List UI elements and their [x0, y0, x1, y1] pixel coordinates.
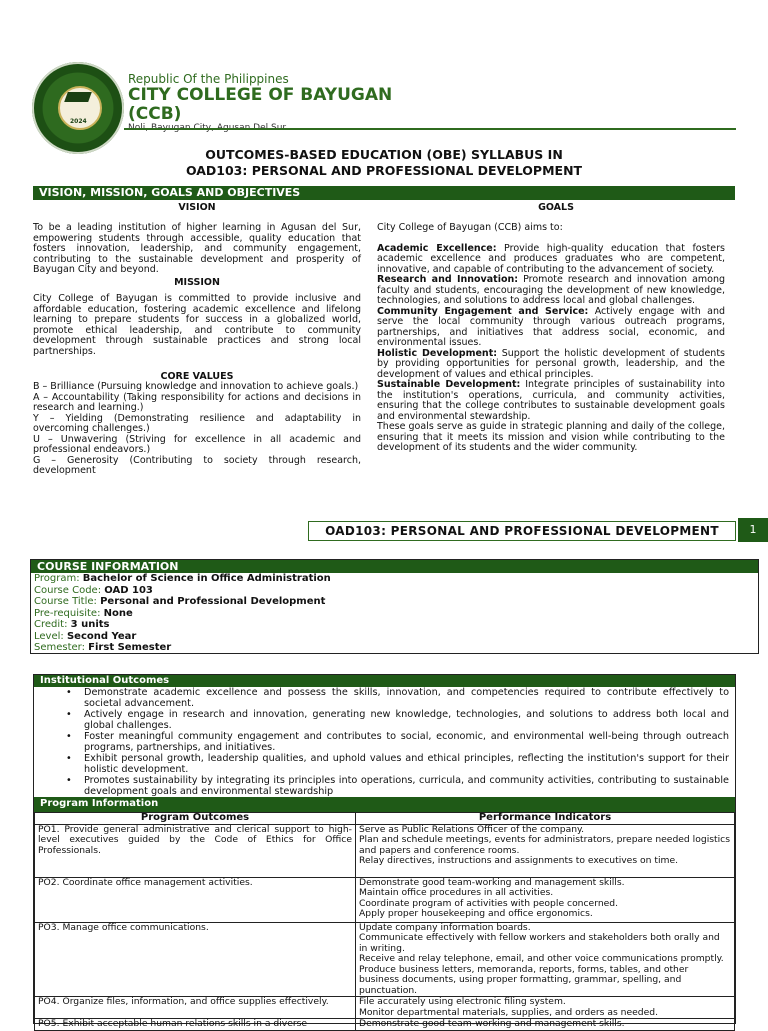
outcomes-section: [33, 674, 736, 1029]
performance-indicators-column-header: Performance Indicators: [356, 813, 735, 825]
goals-outro: These goals serve as guide in strategic planning and daily of the college, ensuring that it meets its mission and vision while contributing to the development of its students and the wider community.: [377, 421, 725, 453]
course-info-value: Personal and Professional Development: [100, 596, 326, 607]
goals-list: [377, 244, 725, 423]
goal-text: Provide high-quality education that fosters academic excellence and produces graduates who are competent, innovative, and capable of contributing to the advancement of society.: [377, 242, 725, 275]
college-name: [128, 86, 392, 124]
mission-text: City College of Bayugan is committed to provide inclusive and affordable education, fostering academic excellence and lifelong learning to prepare students for success in a globalized world, promote ethical leadership, and contribute to community development through sustainable practices and strong local partnerships.: [33, 293, 361, 357]
vision-text: To be a leading institution of higher learning in Agusan del Sur, empowering students through accessible, quality education that fosters innovation, leadership, and community engagement, contributing to the sustainable development and prosperity of Bayugan City and beyond.: [33, 222, 361, 275]
indicator-item: Maintain office procedures in all activities.: [359, 887, 554, 898]
institutional-outcome-item: • Promotes sustainability by integrating its principles into operations, curricula, and community activities, contributing to sustainable development goals and environmental stewardship: [84, 775, 729, 797]
goal-title: Research and Innovation:: [377, 274, 519, 285]
vmgo-right-column: [377, 202, 725, 452]
mission-heading: MISSION: [174, 277, 220, 288]
institutional-outcome-item: • Exhibit personal growth, leadership qualities, and uphold values and ethical principles, reflecting the institution's support for their holistic development.: [84, 753, 729, 775]
vmgo-left-column: [33, 202, 361, 476]
course-info-label: Program:: [34, 573, 80, 584]
indicator-item: Produce business letters, memoranda, reports, forms, tables, and other business documents, using proper formatting, grammar, spelling, and punctuation.: [359, 963, 689, 996]
goal-text: Actively engage with and serve the local community through various outreach programs, partnerships, and initiatives that address social, economic, and environmental issues.: [377, 305, 725, 348]
indicator-item: Demonstrate good team-working and management skills.: [359, 1018, 625, 1029]
course-info-label: Level:: [34, 630, 64, 642]
course-info-value: 3 units: [70, 619, 110, 630]
course-info-label: Credit:: [34, 619, 68, 630]
course-info-row: [31, 596, 758, 608]
course-info-row: [31, 608, 758, 620]
page-number: 1: [738, 518, 768, 542]
institutional-outcomes-heading: Institutional Outcomes: [34, 675, 735, 687]
goal-title: Academic Excellence:: [377, 242, 497, 254]
institutional-outcomes-list: [34, 687, 735, 797]
vision-heading: VISION: [178, 202, 216, 213]
table-header-row: [35, 813, 735, 825]
header-divider: [124, 128, 736, 130]
goal-item: [377, 307, 725, 349]
course-info-row: [31, 619, 758, 631]
table-row: [35, 1019, 735, 1031]
syllabus-title: OUTCOMES-BASED EDUCATION (OBE) SYLLABUS IN: [205, 147, 563, 162]
course-information-box: [30, 559, 759, 654]
goal-item: [377, 380, 725, 422]
performance-indicators-cell: [356, 877, 735, 922]
indicator-item: Update company information boards.: [359, 921, 531, 933]
course-info-label: Course Title:: [34, 596, 97, 607]
goal-text: Integrate principles of sustainability into the institution's operations, curricula, and community activities, ensuring that the college contributes to sustainable development goals and environmental stewardship.: [377, 379, 725, 422]
course-info-row: [31, 573, 758, 585]
indicator-item: Receive and relay telephone, email, and other voice communications promptly.: [359, 953, 724, 964]
program-information-heading: Program Information: [34, 797, 735, 812]
course-info-value: Second Year: [66, 630, 137, 642]
institutional-outcome-item: • Foster meaningful community engagement and contributes to social, economic, and environmental well-being through outreach programs, partnerships, and initiatives.: [84, 731, 729, 753]
indicator-item: Coordinate program of activities with people concerned.: [359, 897, 619, 909]
indicator-item: Relay directives, instructions and assignments to executives on time.: [359, 855, 679, 866]
goal-title: Sustainable Development:: [377, 379, 521, 390]
goal-item: [377, 275, 725, 307]
goal-title: Holistic Development:: [377, 347, 498, 359]
core-value-item: A – Accountability (Taking responsibility for actions and decisions in research and learning.): [33, 391, 361, 413]
indicator-item: Demonstrate good team-working and management skills.: [359, 876, 625, 888]
core-value-item: G – Generosity (Contributing to society through research, development: [33, 454, 361, 476]
performance-indicators-cell: [356, 997, 735, 1019]
course-info-value: Bachelor of Science in Office Administration: [82, 573, 331, 584]
vmgo-heading: VISION, MISSION, GOALS AND OBJECTIVES: [33, 186, 735, 200]
seal-year: 2024: [70, 118, 87, 125]
performance-indicators-cell: [356, 1019, 735, 1031]
syllabus-course-title: OAD103: PERSONAL AND PROFESSIONAL DEVELOPMENT: [185, 163, 583, 178]
course-info-label: Semester:: [34, 642, 85, 653]
core-value-item: U – Unwavering (Striving for excellence in all academic and professional endeavors.): [33, 433, 361, 455]
goal-item: [377, 349, 725, 381]
indicator-item: Serve as Public Relations Officer of the company.: [359, 823, 585, 835]
program-outcome-cell: PO1. Provide general administrative and clerical support to high-level executives guided by the Code of Ethics for Office Professionals.: [35, 824, 356, 877]
goals-intro: City College of Bayugan (CCB) aims to:: [377, 222, 563, 233]
indicator-item: Monitor departmental materials, supplies, and orders as needed.: [359, 1006, 659, 1018]
table-row: [35, 997, 735, 1019]
core-values-list: [33, 382, 361, 477]
core-values-heading: CORE VALUES: [160, 371, 234, 382]
course-header-banner: OAD103: PERSONAL AND PROFESSIONAL DEVELOPMENT: [308, 521, 736, 541]
core-value-item: B – Brilliance (Pursuing knowledge and innovation to achieve goals.): [33, 381, 359, 392]
table-row: [35, 922, 735, 997]
program-outcomes-table: [34, 812, 735, 1031]
indicator-item: Apply proper housekeeping and office ergonomics.: [359, 908, 593, 919]
course-info-value: None: [103, 607, 133, 619]
course-info-value: OAD 103: [104, 584, 153, 596]
indicator-item: Plan and schedule meetings, events for administrators, prepare needed logistics and papers and conference rooms.: [359, 834, 731, 856]
course-info-row: [31, 585, 758, 597]
program-outcomes-column-header: Program Outcomes: [35, 813, 356, 825]
goal-text: Support the holistic development of students by providing opportunities for personal growth, leadership, and the development of values and ethical principles.: [377, 347, 726, 380]
program-outcome-cell: PO4. Organize files, information, and office supplies effectively.: [35, 997, 356, 1019]
course-info-label: Course Code:: [34, 584, 102, 596]
indicator-item: File accurately using electronic filing system.: [359, 996, 566, 1007]
institutional-outcome-item: • Demonstrate academic excellence and possess the skills, innovation, and competencies required to contribute effectively to societal advancement.: [84, 687, 729, 709]
performance-indicators-cell: [356, 922, 735, 997]
institutional-outcome-item: • Actively engage in research and innovation, generating new knowledge, technologies, and solutions to address both local and global challenges.: [84, 709, 729, 731]
program-outcome-cell: PO5. Exhibit acceptable human relations skills in a diverse: [35, 1019, 356, 1031]
course-info-row: [31, 631, 758, 643]
graduation-cap-icon: [64, 92, 92, 102]
table-row: [35, 824, 735, 877]
republic-label: Republic Of the Philippines: [128, 72, 289, 86]
program-outcome-cell: PO2. Coordinate office management activities.: [35, 877, 356, 922]
program-outcome-cell: PO3. Manage office communications.: [35, 922, 356, 997]
table-row: [35, 877, 735, 922]
course-information-heading: COURSE INFORMATION: [31, 560, 758, 573]
core-value-item: Y – Yielding (Demonstrating resilience and adaptability in overcoming challenges.): [33, 412, 361, 434]
course-info-value: First Semester: [88, 642, 172, 653]
college-abbr: (CCB): [128, 104, 182, 124]
goal-text: Promote research and innovation among faculty and students, encouraging the development of new knowledge, technologies, and solutions to address local and global challenges.: [377, 274, 726, 306]
goal-item: [377, 244, 725, 276]
course-info-row: [31, 642, 758, 654]
goals-heading: GOALS: [538, 202, 574, 213]
college-seal: [32, 62, 124, 154]
indicator-item: Communicate effectively with fellow workers and stakeholders both orally and in writing.: [359, 932, 720, 954]
performance-indicators-cell: [356, 824, 735, 877]
course-info-label: Pre-requisite:: [34, 607, 101, 619]
goal-title: Community Engagement and Service:: [377, 305, 589, 317]
college-name-line: CITY COLLEGE OF BAYUGAN: [128, 85, 393, 105]
